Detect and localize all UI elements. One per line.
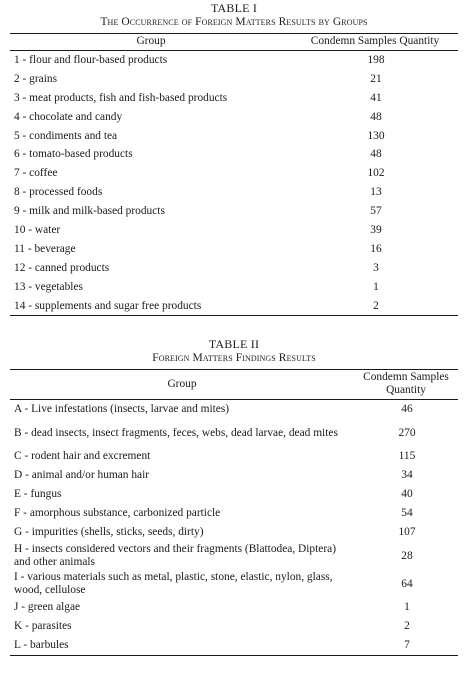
row-quantity: 13 [370,186,382,199]
table-2 [10,369,458,656]
row-quantity: 64 [401,577,413,590]
row-quantity: 40 [401,488,413,500]
row-group: 5 - condiments and tea [14,129,118,142]
row-quantity: 2 [404,620,410,632]
row-group: H - insects considered vectors and their fragments (Blattodea, Diptera) and other animals [14,543,336,568]
table-row [10,542,458,570]
row-quantity: 1 [404,601,410,613]
row-group: 13 - vegetables [14,280,83,293]
row-group: K - parasites [14,620,72,632]
table-1-header-row [10,34,458,51]
table-row [10,183,458,202]
row-group: J - green algae [14,601,81,613]
table-row [10,278,458,297]
table-1-header-group: Group [10,34,292,51]
row-quantity: 16 [370,242,382,255]
table-2-header-quantity: Condemn Samples Quantity [354,370,458,400]
table-row [10,259,458,278]
row-quantity: 102 [367,167,385,180]
row-quantity: 34 [401,469,413,481]
row-quantity: 270 [398,426,416,439]
row-quantity: 2 [292,297,458,316]
row-group: 11 - beverage [14,242,76,255]
table-row [10,617,458,636]
row-quantity: 28 [401,549,413,562]
table-row [10,400,458,420]
row-group: 8 - processed foods [14,186,103,199]
table-2-caption: Foreign Matters Findings Results [152,352,316,364]
row-quantity: 54 [401,507,413,519]
table-1-block [10,2,458,316]
table-2-label: TABLE II [208,337,260,351]
row-quantity: 198 [367,53,385,66]
row-group: I - various materials such as metal, plastic, stone, elastic, nylon, glass, wood, cellulose [14,571,333,596]
table-row [10,51,458,70]
table-2-block [10,338,458,656]
table-2-header-group: Group [10,370,354,400]
row-quantity: 46 [401,403,413,415]
table-row [10,419,458,447]
row-group: 12 - canned products [14,261,110,274]
row-quantity: 41 [370,91,382,104]
row-group: 14 - supplements and sugar free products [10,297,292,316]
row-quantity: 3 [373,261,379,274]
table-row [10,145,458,164]
row-group: 6 - tomato-based products [14,148,133,161]
row-quantity: 115 [398,450,416,462]
row-group: 4 - chocolate and candy [14,110,123,123]
row-quantity: 48 [370,110,382,123]
row-group: B - dead insects, insect fragments, feces, webs, dead larvae, dead mites [14,426,338,439]
row-quantity: 57 [370,205,382,218]
table-row [10,447,458,466]
table-2-header-row [10,370,458,400]
table-1-caption: The Occurrence of Foreign Matters Results by Groups [100,16,368,28]
table-row [10,297,458,316]
row-quantity: 48 [370,148,382,161]
table-row [10,108,458,127]
row-group: G - impurities (shells, sticks, seeds, dirty) [14,526,204,538]
table-row [10,240,458,259]
table-1 [10,33,458,316]
row-quantity: 39 [370,223,382,236]
table-row [10,636,458,656]
table-row [10,504,458,523]
row-group: 7 - coffee [14,167,58,180]
row-quantity: 107 [398,526,416,538]
table-row [10,70,458,89]
row-group: E - fungus [14,488,62,500]
row-group: 10 - water [14,223,61,236]
table-row [10,221,458,240]
row-group: F - amorphous substance, carbonized particle [14,507,221,519]
table-row [10,466,458,485]
table-1-label: TABLE I [210,1,258,15]
row-group: D - animal and/or human hair [14,469,150,481]
table-row [10,523,458,542]
row-group: 9 - milk and milk-based products [14,205,165,218]
row-group: 2 - grains [14,72,58,85]
table-row [10,164,458,183]
table-row [10,570,458,598]
row-quantity: 130 [367,129,385,142]
table-1-header-quantity: Condemn Samples Quantity [292,34,458,51]
table-row [10,127,458,146]
row-group: 3 - meat products, fish and fish-based products [14,91,228,104]
table-row [10,485,458,504]
table-row [10,202,458,221]
row-quantity: 7 [354,636,458,656]
row-group: L - barbules [10,636,354,656]
row-group: A - Live infestations (insects, larvae and mites) [14,403,230,415]
table-row [10,598,458,617]
table-row [10,89,458,108]
row-group: C - rodent hair and excrement [14,450,151,462]
row-quantity: 21 [370,72,382,85]
row-quantity: 1 [373,280,379,293]
row-group: 1 - flour and flour-based products [14,53,168,66]
